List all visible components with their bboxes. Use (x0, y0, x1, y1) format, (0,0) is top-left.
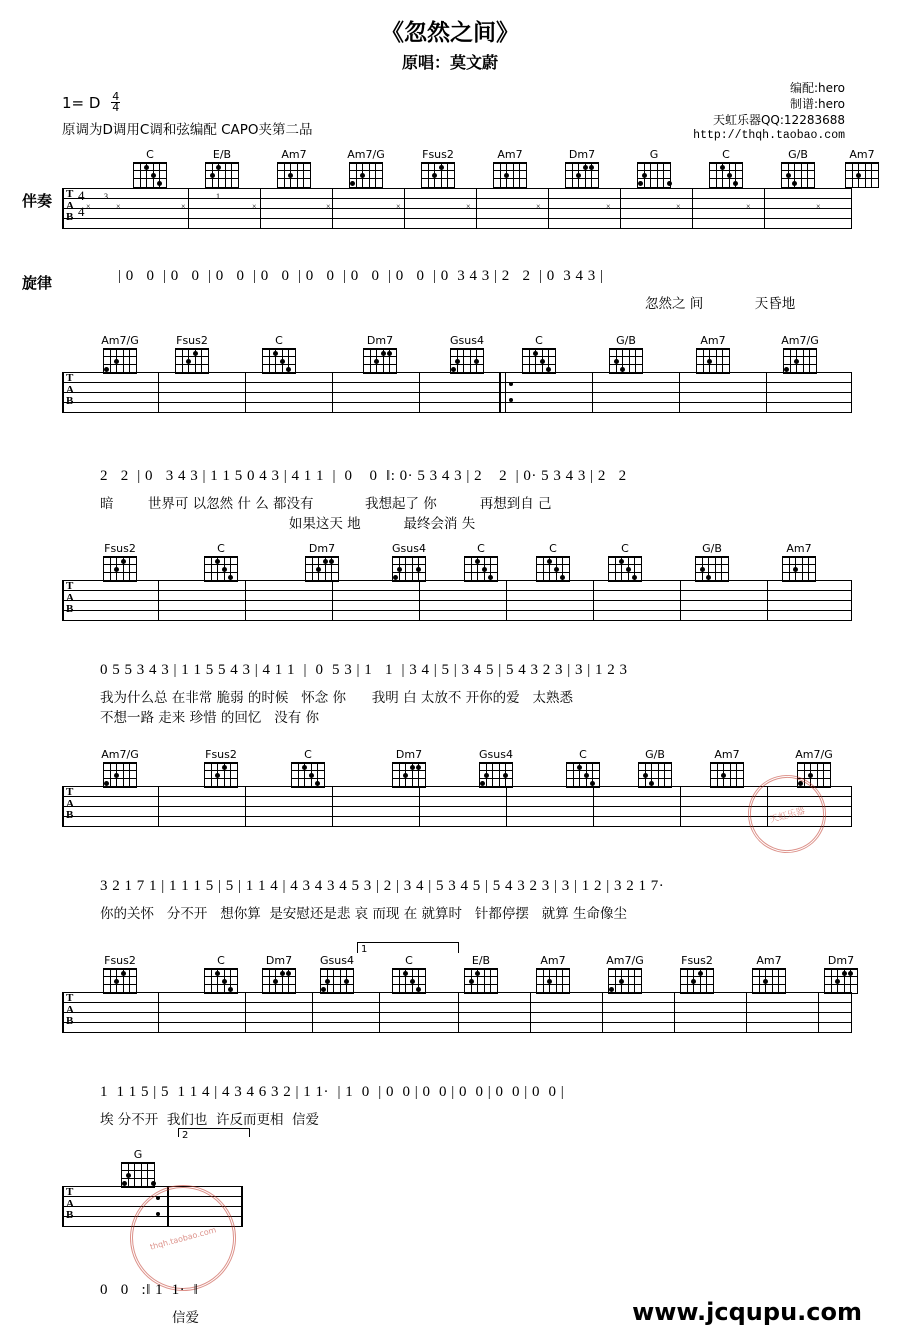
chord-name: E/B (212, 148, 232, 161)
chord-diagram-s4-1 (204, 748, 238, 788)
chord-diagram-C-2 (709, 148, 743, 188)
melody-notes-2: 2 2 | 0 3 4 3 | 1 1 5 0 4 3 | 4 1 1 | 0 0 ‖: 0· 5 3 4 3 | 2 2 | 0· 5 3 4 3 | 2 2 (100, 468, 627, 484)
chord-name: E/B (471, 954, 491, 967)
chord-name: C (217, 954, 225, 967)
volta-1-bracket (357, 942, 459, 953)
chord-diagram-s5-10 (824, 954, 858, 994)
chord-diagram-s5-4 (392, 954, 426, 994)
chord-grid (638, 762, 672, 788)
chord-grid (103, 556, 137, 582)
chord-name: Gsus4 (450, 334, 484, 347)
lyrics-5: 埃 分不开 我们也 许反而更相 信爱 (100, 1112, 320, 1128)
credit-transcriber: 制谱:hero (789, 97, 845, 111)
chord-grid (522, 348, 556, 374)
chord-grid (710, 762, 744, 788)
chord-diagram-C (133, 148, 167, 188)
chord-grid (103, 968, 137, 994)
chord-grid (479, 762, 513, 788)
chord-grid (421, 162, 455, 188)
credits-block (693, 80, 845, 144)
chord-diagram-s2-8 (781, 334, 819, 374)
chord-name: Am7 (540, 954, 566, 967)
chord-name: G/B (788, 148, 808, 161)
chord-name: C (579, 748, 587, 761)
tab-staff-4 (62, 786, 852, 828)
tab-staff-3 (62, 580, 852, 622)
chord-diagram-s2-3 (363, 334, 397, 374)
chord-diagram-G-B (781, 148, 815, 188)
tab-clef-letters-4: T A B (66, 786, 74, 822)
chord-diagram-Fsus2 (421, 148, 455, 188)
chord-grid (696, 348, 730, 374)
chord-grid (103, 348, 137, 374)
chord-grid (175, 348, 209, 374)
chord-diagram-s5-5 (464, 954, 498, 994)
lyrics-3b: 不想一路 走来 珍惜 的回忆 没有 你 (100, 710, 320, 726)
chord-name: C (146, 148, 154, 161)
key-label: 1= D (62, 94, 101, 112)
tab-fret-marks-1: × 3 × × 1 × × × × × × × × × (86, 192, 821, 211)
chord-diagram-s2-2 (262, 334, 296, 374)
chord-diagram-s3-1 (204, 542, 238, 582)
chord-name: Gsus4 (320, 954, 354, 967)
page-title: 《忽然之间》 (381, 20, 519, 46)
chord-name: Am7/G (781, 334, 819, 347)
chord-name: Am7 (756, 954, 782, 967)
chord-grid (133, 162, 167, 188)
tab-staff-2 (62, 372, 852, 414)
chord-name: C (722, 148, 730, 161)
tab-clef-letters-1: T A B (66, 188, 74, 224)
melody-notes-5: 1 1 1 5 | 5 1 1 4 | 4 3 4 6 3 2 | 1 1· | 1 0 | 0 0 | 0 0 | 0 0 | 0 0 | 0 0 | (100, 1084, 565, 1100)
chord-grid (103, 762, 137, 788)
time-sig-staff-1: 4 4 (78, 188, 85, 219)
watermark-text: 天虹乐器 (768, 805, 807, 825)
chord-diagram-s3-4 (464, 542, 498, 582)
chord-diagram-s4-3 (392, 748, 426, 788)
chord-grid (782, 556, 816, 582)
chord-grid (204, 762, 238, 788)
chord-name: Gsus4 (392, 542, 426, 555)
chord-name: G (649, 148, 659, 161)
chord-grid (262, 348, 296, 374)
volta-2-label: 2 (182, 1130, 189, 1141)
time-sig-numerator: 4 (112, 90, 120, 103)
capo-note: 原调为D调用C调和弦编配 CAPO夹第二品 (62, 122, 313, 138)
chord-diagram-Am7-G (347, 148, 385, 188)
chord-name: Dm7 (568, 148, 596, 161)
chord-name: G/B (645, 748, 665, 761)
chord-grid (637, 162, 671, 188)
chord-diagram-s3-8 (782, 542, 816, 582)
credit-url: http://thqh.taobao.com (693, 129, 845, 142)
chord-diagram-s3-5 (536, 542, 570, 582)
time-signature (111, 92, 120, 113)
chord-name: Gsus4 (479, 748, 513, 761)
chord-grid (349, 162, 383, 188)
chord-diagram-s4-0 (101, 748, 139, 788)
chord-name: Dm7 (366, 334, 394, 347)
chord-name: G/B (702, 542, 722, 555)
credit-arranger: 编配:hero (789, 81, 845, 95)
key-signature (62, 92, 120, 113)
chord-grid (536, 968, 570, 994)
watermark-text-2: thqh.taobao.com (148, 1224, 218, 1252)
lyrics-4: 你的关怀 分不开 想你算 是安慰还是悲 哀 而现 在 就算时 针都停摆 就算 生命像尘 (100, 906, 628, 922)
chord-diagram-s4-2 (291, 748, 325, 788)
chord-diagram-s5-2 (262, 954, 296, 994)
chord-name: C (217, 542, 225, 555)
chord-diagram-s4-6 (638, 748, 672, 788)
chord-name: Am7 (700, 334, 726, 347)
chord-diagram-s2-5 (522, 334, 556, 374)
chord-grid (320, 968, 354, 994)
chord-grid (464, 556, 498, 582)
chord-grid (392, 556, 426, 582)
chord-name: Am7 (786, 542, 812, 555)
tab-clef-letters-6: T A B (66, 1186, 74, 1222)
melody-notes-1: | 0 0 | 0 0 | 0 0 | 0 0 | 0 0 | 0 0 | 0 0 | 0 3 4 3 | 2 2 | 0 3 4 3 | (118, 268, 604, 284)
chord-diagram-s5-9 (752, 954, 786, 994)
chord-name: Am7/G (347, 148, 385, 161)
chord-grid (291, 762, 325, 788)
chord-grid (277, 162, 311, 188)
chord-name: Am7 (849, 148, 875, 161)
tab-clef-letters-3: T A B (66, 580, 74, 616)
chord-name: C (549, 542, 557, 555)
chord-grid (204, 968, 238, 994)
chord-name: Am7/G (606, 954, 644, 967)
chord-name: Fsus2 (176, 334, 208, 347)
chord-diagram-s5-8 (680, 954, 714, 994)
chord-diagram-Am7-3 (845, 148, 879, 188)
chord-diagram-s5-7 (606, 954, 644, 994)
chord-diagram-s3-7 (695, 542, 729, 582)
chord-name: Fsus2 (422, 148, 454, 161)
chord-diagram-s4-7 (710, 748, 744, 788)
chord-grid (536, 556, 570, 582)
chord-diagram-s4-5 (566, 748, 600, 788)
chord-name: Am7/G (795, 748, 833, 761)
chord-diagram-s5-1 (204, 954, 238, 994)
lyrics-2b: 如果这天 地 最终会消 失 (100, 516, 476, 532)
chord-name: Am7 (281, 148, 307, 161)
time-sig-denominator: 4 (112, 101, 120, 114)
chord-name: Am7/G (101, 334, 139, 347)
chord-diagram-s5-0 (103, 954, 137, 994)
chord-grid (121, 1162, 155, 1188)
chord-grid (695, 556, 729, 582)
chord-name: Fsus2 (104, 542, 136, 555)
chord-grid (609, 348, 643, 374)
chord-grid (392, 968, 426, 994)
chord-diagram-Am7-2 (493, 148, 527, 188)
chord-diagram-s6-0 (121, 1148, 155, 1188)
chord-name: C (275, 334, 283, 347)
lyrics-2a: 暗 世界可 以忽然 什 么 都没有 我想起了 你 再想到自 己 (100, 496, 552, 512)
chord-name: C (477, 542, 485, 555)
chord-diagram-s3-3 (392, 542, 426, 582)
volta-1-label: 1 (361, 944, 368, 955)
row-label-melody: 旋律 (22, 274, 53, 292)
chord-diagram-E-B (205, 148, 239, 188)
chord-grid (450, 348, 484, 374)
original-singer: 原唱：莫文蔚 (401, 53, 498, 72)
credit-qq: 天虹乐器QQ:12283688 (712, 113, 845, 127)
chord-grid (204, 556, 238, 582)
chord-name: C (304, 748, 312, 761)
chord-name: Dm7 (395, 748, 423, 761)
volta-2-bracket (178, 1128, 250, 1137)
chord-grid (781, 162, 815, 188)
chord-name: Fsus2 (205, 748, 237, 761)
chord-name: Dm7 (827, 954, 855, 967)
chord-grid (783, 348, 817, 374)
lyrics-1: 忽然之 间 天昏地 (645, 296, 796, 312)
chord-diagram-s3-6 (608, 542, 642, 582)
chord-name: C (535, 334, 543, 347)
tab-clef-letters-5: T A B (66, 992, 74, 1028)
chord-grid (493, 162, 527, 188)
chord-grid (566, 762, 600, 788)
chord-grid (608, 556, 642, 582)
chord-name: C (621, 542, 629, 555)
chord-name: Fsus2 (104, 954, 136, 967)
chord-diagram-s2-0 (101, 334, 139, 374)
chord-name: Dm7 (265, 954, 293, 967)
chord-name: Am7 (497, 148, 523, 161)
chord-grid (680, 968, 714, 994)
chord-grid (565, 162, 599, 188)
chord-grid (709, 162, 743, 188)
chord-diagram-s5-6 (536, 954, 570, 994)
chord-grid (363, 348, 397, 374)
chord-grid (752, 968, 786, 994)
chord-diagram-s2-1 (175, 334, 209, 374)
chord-name: Fsus2 (681, 954, 713, 967)
chord-grid (608, 968, 642, 994)
row-label-accompaniment: 伴奏 (22, 192, 53, 210)
chord-diagram-s2-7 (696, 334, 730, 374)
chord-diagram-s3-2 (305, 542, 339, 582)
chord-name: Am7/G (101, 748, 139, 761)
lyrics-3a: 我为什么总 在非常 脆弱 的时候 怀念 你 我明 白 太放不 开你的爱 太熟悉 (100, 690, 574, 706)
chord-diagram-Dm7 (565, 148, 599, 188)
chord-diagram-s3-0 (103, 542, 137, 582)
melody-notes-4: 3 2 1 7 1 | 1 1 1 5 | 5 | 1 1 4 | 4 3 4 3 4 5 3 | 2 | 3 4 | 5 3 4 5 | 5 4 3 2 3 | 3 | 1 2 | 3 2 1 7· (100, 878, 665, 894)
chord-diagram-Am7 (277, 148, 311, 188)
chord-name: C (405, 954, 413, 967)
chord-grid (824, 968, 858, 994)
chord-diagram-s4-4 (479, 748, 513, 788)
chord-diagram-G (637, 148, 671, 188)
tab-clef-letters-2: T A B (66, 372, 74, 408)
chord-name: G (133, 1148, 143, 1161)
chord-diagram-s2-6 (609, 334, 643, 374)
lyrics-6: 信爱 (172, 1310, 199, 1326)
chord-grid (205, 162, 239, 188)
chord-name: Am7 (714, 748, 740, 761)
chord-diagram-s5-3 (320, 954, 354, 994)
chord-grid (845, 162, 879, 188)
chord-name: G/B (616, 334, 636, 347)
chord-grid (262, 968, 296, 994)
chord-grid (305, 556, 339, 582)
melody-notes-3: 0 5 5 3 4 3 | 1 1 5 5 4 3 | 4 1 1 | 0 5 3 | 1 1 | 3 4 | 5 | 3 4 5 | 5 4 3 2 3 | 3 | 1 2 3 (100, 662, 628, 678)
chord-name: Dm7 (308, 542, 336, 555)
chord-diagram-s2-4 (450, 334, 484, 374)
melody-notes-6: 0 0 :‖ 1 1· ‖ (100, 1282, 199, 1298)
footer-site-url: www.jcqupu.com (632, 1298, 862, 1326)
tab-staff-5 (62, 992, 852, 1034)
rhythm-stems-1 (62, 230, 852, 244)
chord-grid (464, 968, 498, 994)
chord-grid (392, 762, 426, 788)
